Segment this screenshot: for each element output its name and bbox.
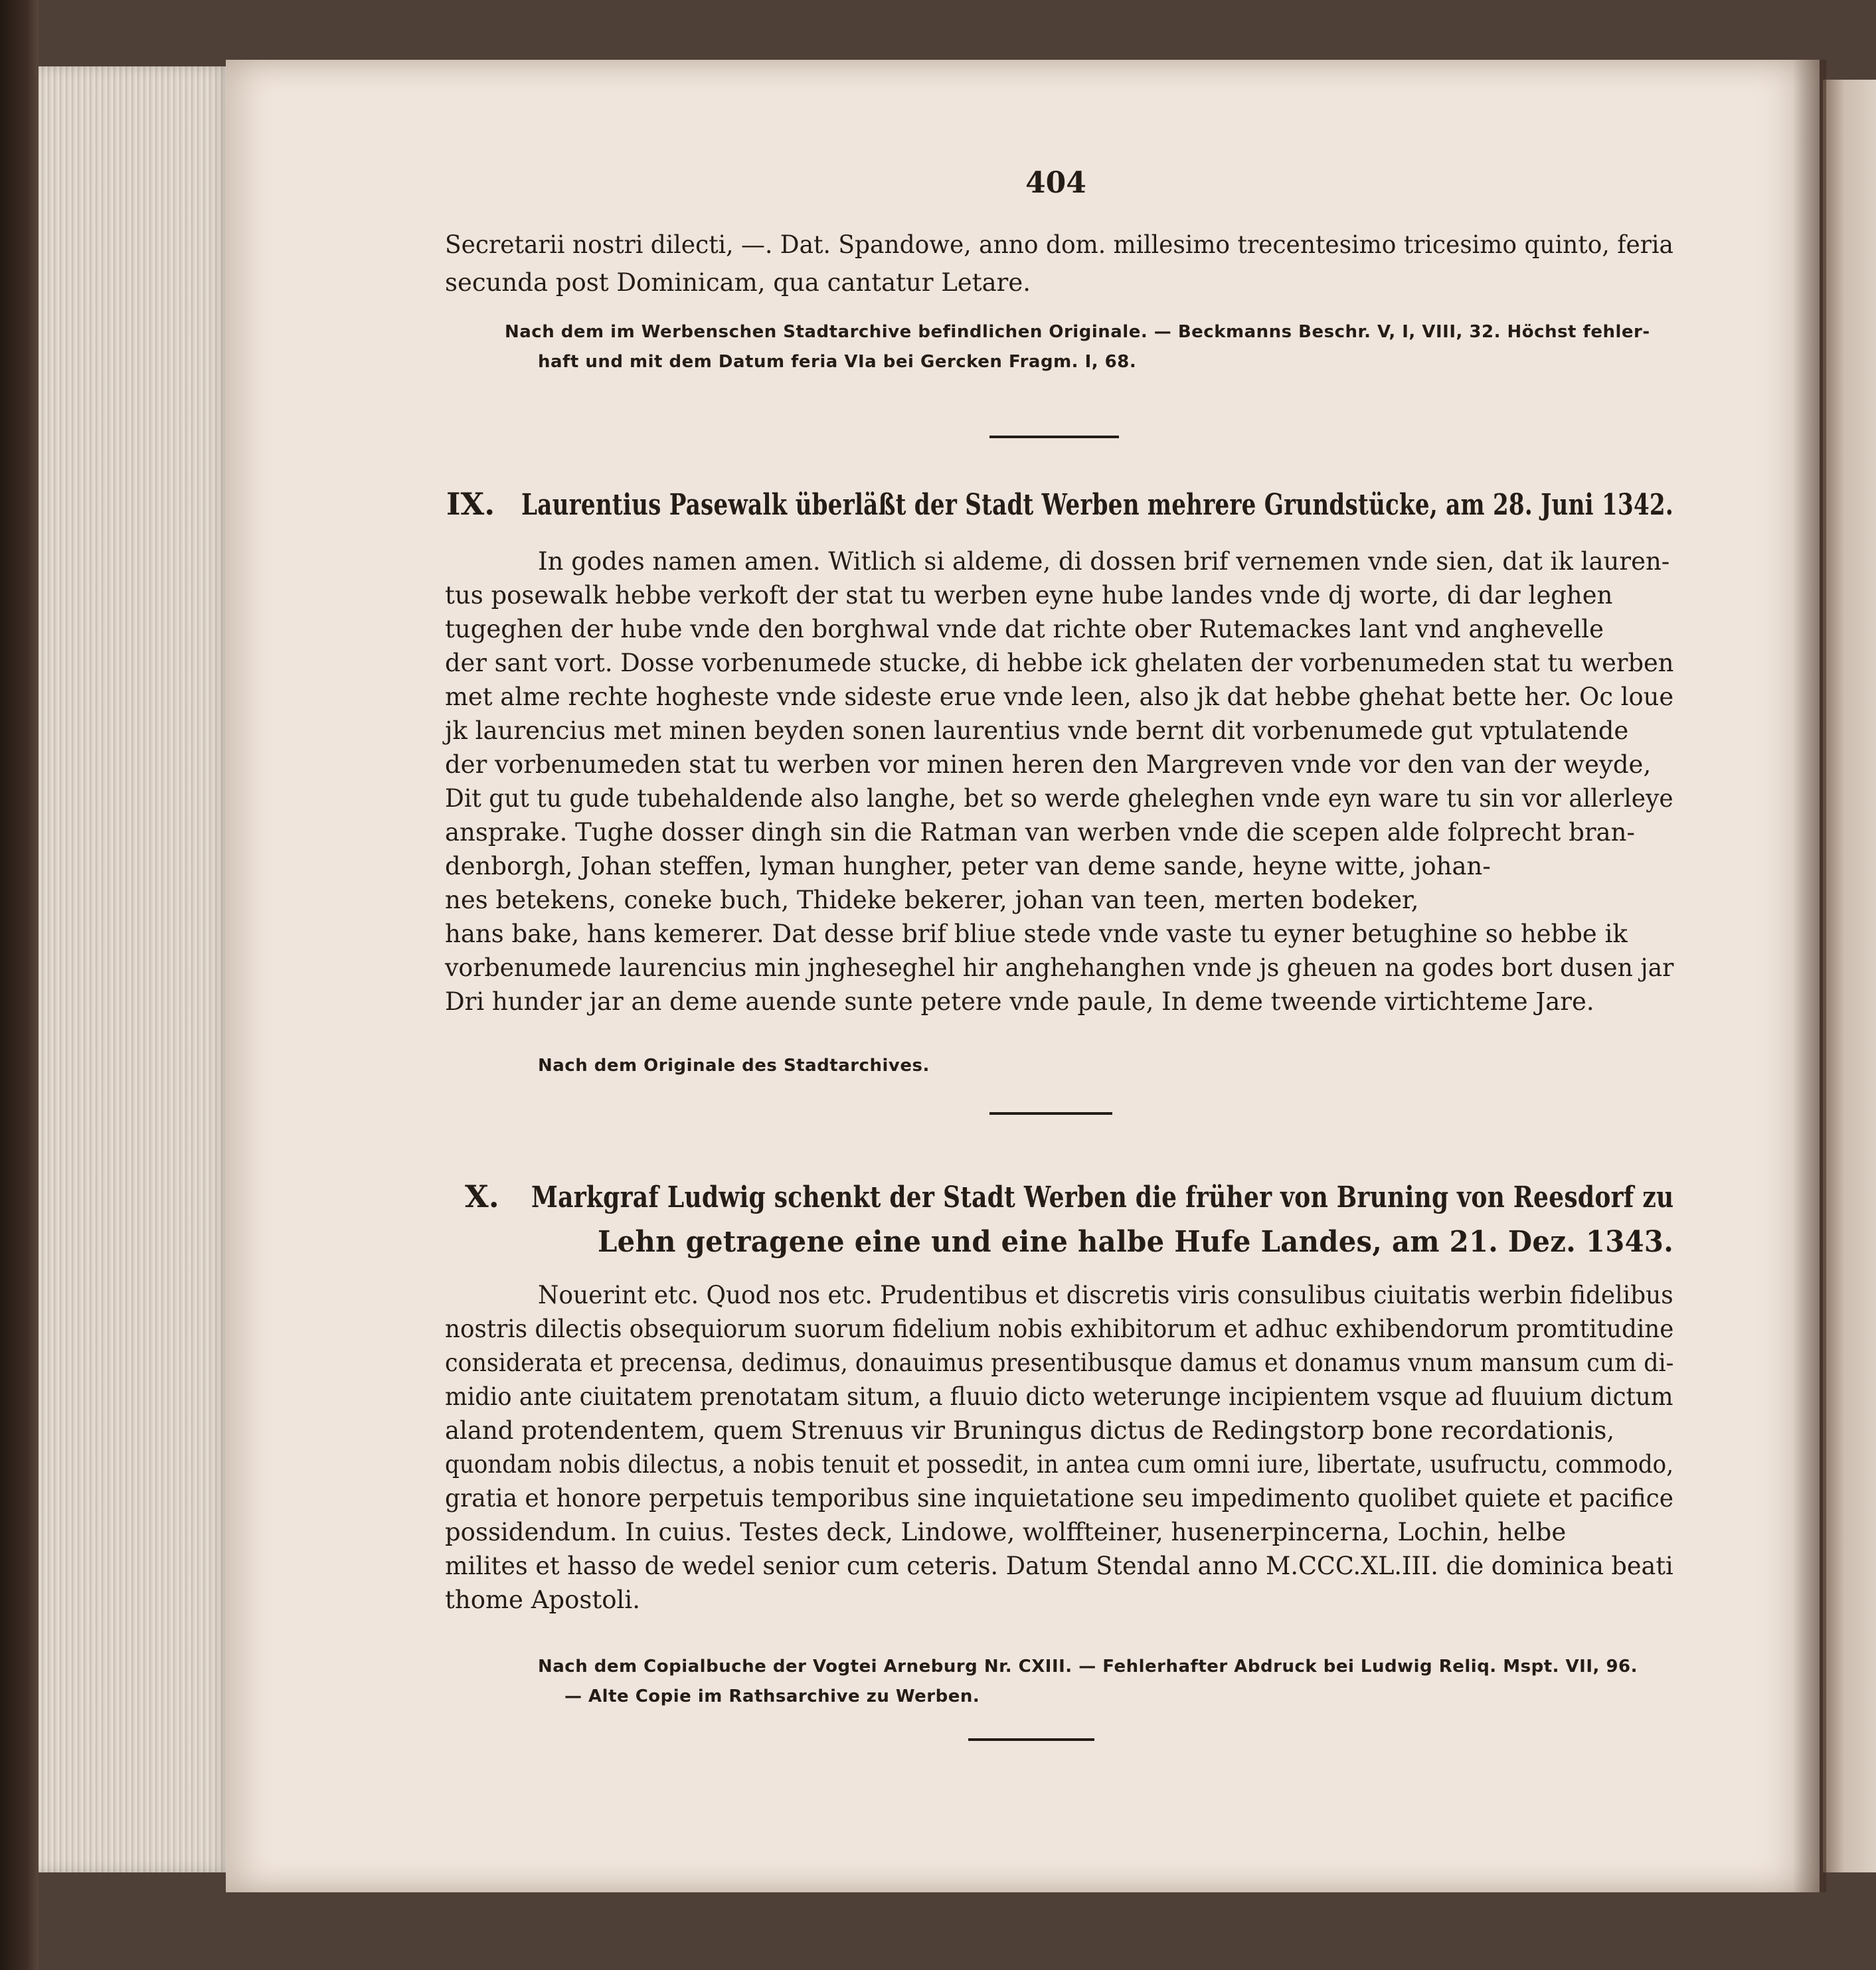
section-divider: [968, 1738, 1094, 1741]
page-edges: [39, 66, 231, 1872]
text-line: In godes namen amen. Witlich si aldeme, di dossen brif vernemen vnde sien, dat ik lauren-: [538, 547, 1670, 576]
source-note-line: Nach dem Originale des Stadtarchives.: [538, 1056, 930, 1076]
book-spine: [0, 0, 39, 1970]
text-line: met alme rechte hogheste vnde sideste erue vnde leen, also jk dat hebbe ghehat bette her. Oc loue: [445, 683, 1674, 711]
text-line: jk laurencius met minen beyden sonen laurentius vnde bernt dit vorbenumede gut vptulatende: [445, 716, 1629, 745]
source-note-line: Nach dem im Werbenschen Stadtarchive befindlichen Originale. — Beckmanns Beschr. V, I, VIII, 32. Höchst fehler-: [505, 322, 1650, 342]
text-line: milites et hasso de wedel senior cum ceteris. Datum Stendal anno M.CCC.XL.III. die dominica beati: [445, 1552, 1673, 1580]
next-page-edge: [1823, 80, 1876, 1872]
text-line: vorbenumede laurencius min jngheseghel hir anghehanghen vnde js gheuen na godes bort dusen jar: [445, 953, 1674, 982]
text-line: thome Apostoli.: [445, 1586, 640, 1614]
text-line: ansprake. Tughe dosser dingh sin die Ratman van werben vnde die scepen alde folprecht bran-: [445, 818, 1635, 847]
text-line: Nouerint etc. Quod nos etc. Prudentibus et discretis viris consulibus ciuitatis werbin fidelibus: [538, 1281, 1673, 1309]
text-line: aland protendentem, quem Strenuus vir Bruningus dictus de Redingstorp bone recordationis,: [445, 1416, 1615, 1445]
text-line: nostris dilectis obsequiorum suorum fidelium nobis exhibitorum et adhuc exhibendorum promtitudine: [445, 1315, 1674, 1343]
text-line: considerata et precensa, dedimus, donauimus presentibusque damus et donamus vnum mansum cum di-: [445, 1349, 1674, 1377]
section-title: Laurentius Pasewalk überläßt der Stadt Werben mehrere Grundstücke, am 28. Juni 1342.: [521, 488, 1674, 522]
section-divider: [989, 1112, 1112, 1115]
source-note-line: Nach dem Copialbuche der Vogtei Arneburg Nr. CXIII. — Fehlerhafter Abdruck bei Ludwig Reliq. Mspt. VII, 96.: [538, 1657, 1638, 1677]
text-line: quondam nobis dilectus, a nobis tenuit et possedit, in antea cum omni iure, libertate, usufructu, commodo,: [445, 1450, 1674, 1479]
text-line: secunda post Dominicam, qua cantatur Letare.: [445, 268, 1031, 297]
section-numeral: X.: [465, 1179, 499, 1214]
text-line: der vorbenumeden stat tu werben vor minen heren den Margreven vnde vor den van der weyde,: [445, 750, 1652, 779]
text-line: nes betekens, coneke buch, Thideke bekerer, johan van teen, merten bodeker,: [445, 886, 1419, 914]
text-line: possidendum. In cuius. Testes deck, Lindowe, wolffteiner, husenerpincerna, Lochin, helbe: [445, 1518, 1567, 1546]
text-line: der sant vort. Dosse vorbenumede stucke, di hebbe ick ghelaten der vorbenumeden stat tu werben: [445, 649, 1674, 677]
text-line: hans bake, hans kemerer. Dat desse brif bliue stede vnde vaste tu eyner betughine so hebbe ik: [445, 920, 1628, 948]
text-line: tugeghen der hube vnde den borghwal vnde dat richte ober Rutemackes lant vnd anghevelle: [445, 615, 1604, 643]
section-divider: [989, 436, 1119, 438]
section-numeral: IX.: [446, 486, 495, 522]
source-note-line: haft und mit dem Datum feria VIa bei Gercken Fragm. I, 68.: [538, 352, 1137, 372]
text-line: Dri hunder jar an deme auende sunte petere vnde paule, In deme tweende virtichteme Jare.: [445, 987, 1594, 1016]
text-line: denborgh, Johan steffen, lyman hungher, peter van deme sande, heyne witte, johan-: [445, 852, 1491, 880]
text-line: gratia et honore perpetuis temporibus sine inquietatione seu impedimento quolibet quiete et pacifice: [445, 1484, 1674, 1513]
text-line: tus posewalk hebbe verkoft der stat tu werben eyne hube landes vnde dj worte, di dar leghen: [445, 581, 1613, 610]
section-title: Lehn getragene eine und eine halbe Hufe Landes, am 21. Dez. 1343.: [598, 1225, 1674, 1259]
page-number: 404: [1025, 166, 1086, 200]
section-title: Markgraf Ludwig schenkt der Stadt Werben die früher von Bruning von Reesdorf zu: [531, 1181, 1674, 1214]
source-note-line: — Alte Copie im Rathsarchive zu Werben.: [564, 1686, 980, 1706]
text-line: Secretarii nostri dilecti, —. Dat. Spandowe, anno dom. millesimo trecentesimo tricesimo quinto, feria: [445, 230, 1673, 259]
text-line: midio ante ciuitatem prenotatam situm, a fluuio dicto weterunge incipientem vsque ad fluuium dictum: [445, 1382, 1673, 1411]
page-gutter: [1793, 60, 1826, 1892]
text-line: Dit gut tu gude tubehaldende also langhe, bet so werde gheleghen vnde eyn ware tu sin vor allerleye: [445, 784, 1673, 813]
